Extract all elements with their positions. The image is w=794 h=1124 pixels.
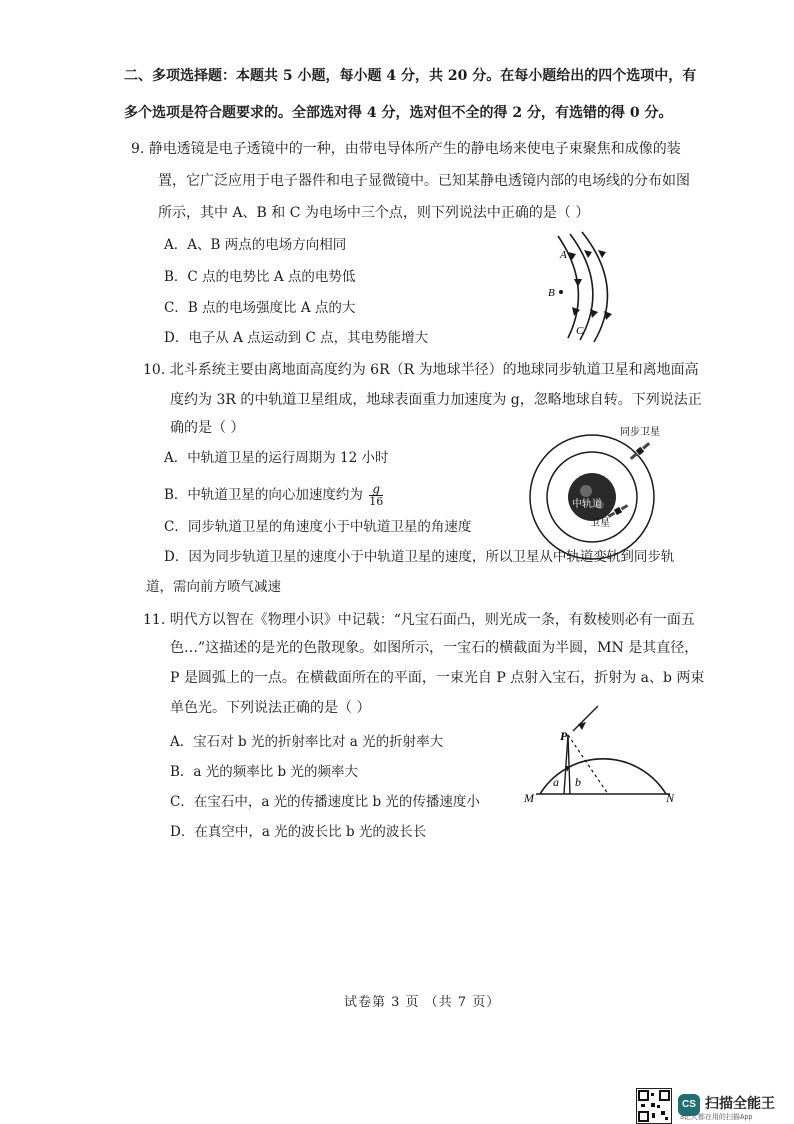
camscanner-logo-icon: CS: [678, 1094, 700, 1116]
q9-stem-line3: 所示，其中 A、B 和 C 为电场中三个点，则下列说法中正确的是（ ）: [158, 205, 590, 221]
q11-option-d: D．在真空中，a 光的波长比 b 光的波长长: [170, 824, 427, 840]
q10-option-b: [164, 483, 383, 508]
q10-orbit-figure: [528, 423, 668, 563]
label-p: P: [560, 729, 568, 743]
q9-field-lines-figure: [538, 232, 638, 342]
q10-option-d: D．因为同步轨道卫星的速度小于中轨道卫星的速度，所以卫星从中轨道变轨到同步轨: [164, 549, 675, 565]
ray-b: [568, 735, 570, 794]
arrow-middle-top: [584, 250, 592, 258]
point-label-a: A: [560, 249, 567, 261]
arrow-middle-low: [590, 309, 598, 318]
q9-stem-line2: 置，它广泛应用于电子器件和电子显微镜中。已知某静电透镜内部的电场线的分布如图: [158, 173, 690, 189]
mid-satellite-label: 卫星: [590, 518, 610, 529]
q10-option-d-continued: 道，需向前方喷气减速: [146, 579, 281, 595]
camscanner-tagline: 3亿人都在用的扫描App: [680, 1114, 753, 1121]
point-b-dot: [559, 290, 563, 294]
camscanner-name: 扫描全能王: [705, 1095, 775, 1111]
label-a: a: [553, 775, 559, 789]
incident-arrow: [578, 722, 586, 730]
q10-option-b-text: B．中轨道卫星的向心加速度约为: [164, 487, 363, 503]
q10-stem-line2: 度约为 3R 的中轨道卫星组成，地球表面重力加速度为 g，忽略地球自转。下列说法正: [170, 392, 702, 408]
q11-stem-line2: 色…”这描述的是光的色散现象。如图所示，一宝石的横截面为半圆，MN 是其直径，: [170, 640, 699, 656]
q10-option-a: A．中轨道卫星的运行周期为 12 小时: [164, 450, 389, 466]
q11-stem-line4: 单色光。下列说法正确的是（ ）: [170, 700, 371, 716]
q11-option-c: C．在宝石中，a 光的传播速度比 b 光的传播速度小: [170, 794, 480, 810]
q9-stem-line1: 9. 静电透镜是电子透镜中的一种，由带电导体所产生的静电场来使电子束聚焦和成像的装: [131, 141, 681, 157]
page-footer: 试卷第 3 页 （共 7 页）: [344, 995, 501, 1010]
ray-a: [564, 735, 568, 794]
q11-semicircle-figure: [520, 700, 680, 810]
q11-option-b: B．a 光的频率比 b 光的频率大: [170, 764, 358, 780]
arrow-outer-low: [604, 311, 612, 320]
fraction-numerator: g: [369, 483, 383, 496]
label-n: N: [666, 791, 675, 805]
q10-stem-line1: 10. 北斗系统主要由离地面高度约为 6R（R 为地球半径）的地球同步轨道卫星和离地面高: [143, 362, 699, 378]
q10-stem-line3: 确的是（ ）: [170, 420, 245, 436]
arrow-outer-top: [598, 250, 606, 258]
incident-ray: [573, 706, 598, 731]
q11-option-a: A．宝石对 b 光的折射率比对 a 光的折射率大: [170, 734, 444, 750]
earth-icon: [568, 473, 616, 521]
q9-option-c: C．B 点的电场强度比 A 点的大: [164, 300, 356, 316]
q9-option-a: A．A、B 两点的电场方向相同: [164, 237, 347, 253]
q9-option-d: D．电子从 A 点运动到 C 点，其电势能增大: [164, 330, 429, 346]
label-m: M: [524, 791, 534, 805]
qr-code-icon: [636, 1088, 672, 1124]
point-label-b: B: [548, 287, 555, 299]
q9-option-b: B．C 点的电势比 A 点的电势低: [164, 269, 356, 285]
earth-land-icon: [580, 485, 592, 497]
q11-stem-line1: 11. 明代方以智在《物理小识》中记载：“凡宝石面凸，则光成一条，有数棱则必有一面五: [143, 612, 695, 628]
section-heading-line2: 多个选项是符合题要求的。全部选对得 4 分，选对但不全的得 2 分，有选错的得 0 分。: [124, 105, 673, 121]
label-b: b: [575, 775, 581, 789]
sync-satellite-label: 同步卫星: [620, 427, 660, 438]
q10-option-c: C．同步轨道卫星的角速度小于中轨道卫星的角速度: [164, 519, 472, 535]
mid-orbit-label: 中轨道: [572, 499, 602, 510]
q11-stem-line3: P 是圆弧上的一点。在横截面所在的平面，一束光自 P 点射入宝石，折射为 a、b 两束: [170, 670, 705, 686]
field-line-outer: [582, 232, 607, 342]
q10-option-b-fraction: [369, 483, 383, 508]
point-label-c: C: [576, 325, 584, 337]
section-heading-line1: 二、多项选择题：本题共 5 小题，每小题 4 分，共 20 分。在每小题给出的四个选项中，有: [124, 68, 697, 84]
fraction-denominator: 16: [369, 495, 384, 508]
arrow-inner-mid: [574, 279, 582, 287]
